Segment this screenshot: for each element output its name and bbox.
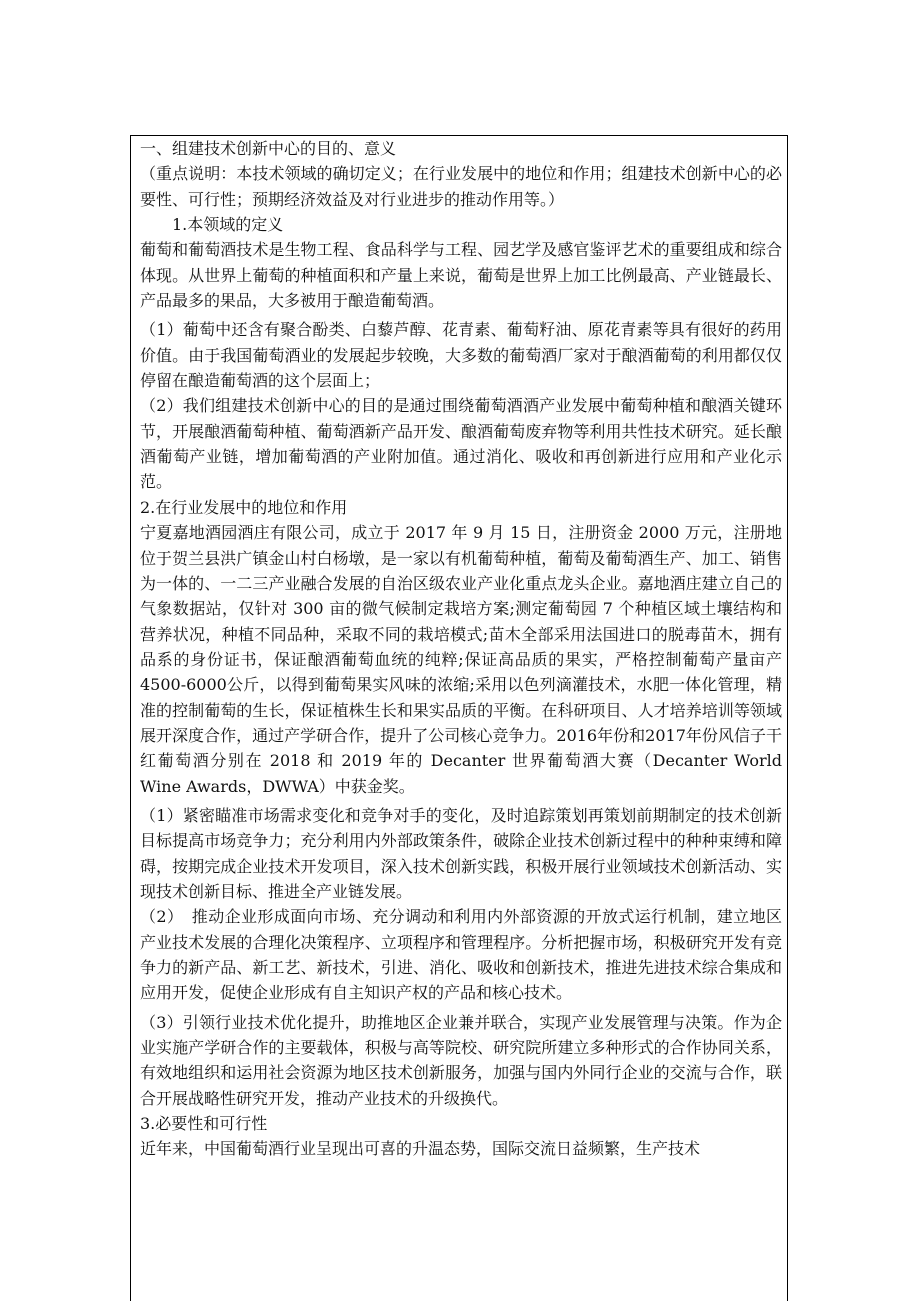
paragraph-role-item-3: （3）引领行业技术优化提升，助推地区企业兼并联合，实现产业发展管理与决策。作为企业实施产学研合作的主要载体，积极与高等院校、研究院所建立多种形式的合作协同关系，有效地组织和运用社会资源为地区技术创新服务，加强与国内外同行企业的交流与合作，联合开展战略性研究开发，推动产业技术的升级换代。 <box>140 1012 782 1108</box>
paragraph-role-item-2: （2） 推动企业形成面向市场、充分调动和利用内外部资源的开放式运行机制，建立地区产业技术发展的合理化决策程序、立项程序和管理程序。分析把握市场，积极研究开发有竞争力的新产品、新工艺、新技术，引进、消化、吸收和创新技术，推进先进技术综合集成和应用开发，促使企业形成有自主知识产权的产品和核心技术。 <box>140 907 782 1003</box>
subsection-title-definition: 1.本领域的定义 <box>172 215 284 235</box>
subsection-title-necessity: 3.必要性和可行性 <box>140 1114 268 1134</box>
paragraph-role-item-1: （1）紧密瞄准市场需求变化和竞争对手的变化，及时追踪策划再策划前期制定的技术创新目标提高市场竞争力；充分利用内外部政策条件，破除企业技术创新过程中的种种束缚和障碍，按期完成企业技术开发项目，深入技术创新实践，积极开展行业领域技术创新活动、实现技术创新目标、推进全产业链发展。 <box>140 805 782 901</box>
paragraph-item-2: （2）我们组建技术创新中心的目的是通过围绕葡萄酒酒产业发展中葡萄种植和酿酒关键环节，开展酿酒葡萄种植、葡萄酒新产品开发、酿酒葡萄废弃物等利用共性技术研究。延长酿酒葡萄产业链，增加葡萄酒的产业附加值。通过消化、吸收和再创新进行应用和产业化示范。 <box>140 396 782 492</box>
paragraph-company: 宁夏嘉地酒园酒庄有限公司，成立于 2017 年 9 月 15 日，注册资金 2000 万元，注册地位于贺兰县洪广镇金山村白杨墩，是一家以有机葡萄种植，葡萄及葡萄酒生产、加工、销售为一体的、一二三产业融合发展的自治区级农业产业化重点龙头企业。嘉地酒庄建立自己的气象数据站，仅针对 300 亩的微气候制定栽培方案;测定葡萄园 7 个种植区域土壤结构和营养状况，种植不同品种，采取不同的栽培模式;苗木全部采用法国进口的脱毒苗木，拥有品系的身份证书，保证酿酒葡萄血统的纯粹;保证高品质的果实，严格控制葡萄产量亩产 4500-6000公斤，以得到葡萄果实风味的浓缩;采用以色列滴灌技术，水肥一体化管理，精准的控制葡萄的生长，保证植株生长和果实品质的平衡。在科研项目、人才培养培训等领域展开深度合作，通过产学研合作，提升了公司核心竞争力。2016年份和2017年份风信子干红葡萄酒分别在 2018 和 2019 年的 Decanter 世界葡萄酒大赛（Decanter World Wine Awards，DWWA）中获金奖。 <box>140 523 782 796</box>
paragraph-necessity: 近年来，中国葡萄酒行业呈现出可喜的升温态势，国际交流日益频繁，生产技术 <box>140 1139 701 1159</box>
subsection-title-role: 2.在行业发展中的地位和作用 <box>140 497 348 517</box>
section-note: （重点说明：本技术领域的确切定义；在行业发展中的地位和作用；组建技术创新中心的必要性、可行性；预期经济效益及对行业进步的推动作用等。） <box>140 164 782 209</box>
section-heading: 一、组建技术创新中心的目的、意义 <box>140 139 397 158</box>
document-body <box>140 136 782 1162</box>
document-table-frame <box>130 135 788 1301</box>
paragraph-definition: 葡萄和葡萄酒技术是生物工程、食品科学与工程、园艺学及感官鉴评艺术的重要组成和综合体现。从世界上葡萄的种植面积和产量上来说，葡萄是世界上加工比例最高、产业链最长、产品最多的果品，大多被用于酿造葡萄酒。 <box>140 240 782 311</box>
paragraph-item-1: （1）葡萄中还含有聚合酚类、白藜芦醇、花青素、葡萄籽油、原花青素等具有很好的药用价值。由于我国葡萄酒业的发展起步较晚，大多数的葡萄酒厂家对于酿酒葡萄的利用都仅仅停留在酿造葡萄酒的这个层面上； <box>140 320 782 391</box>
